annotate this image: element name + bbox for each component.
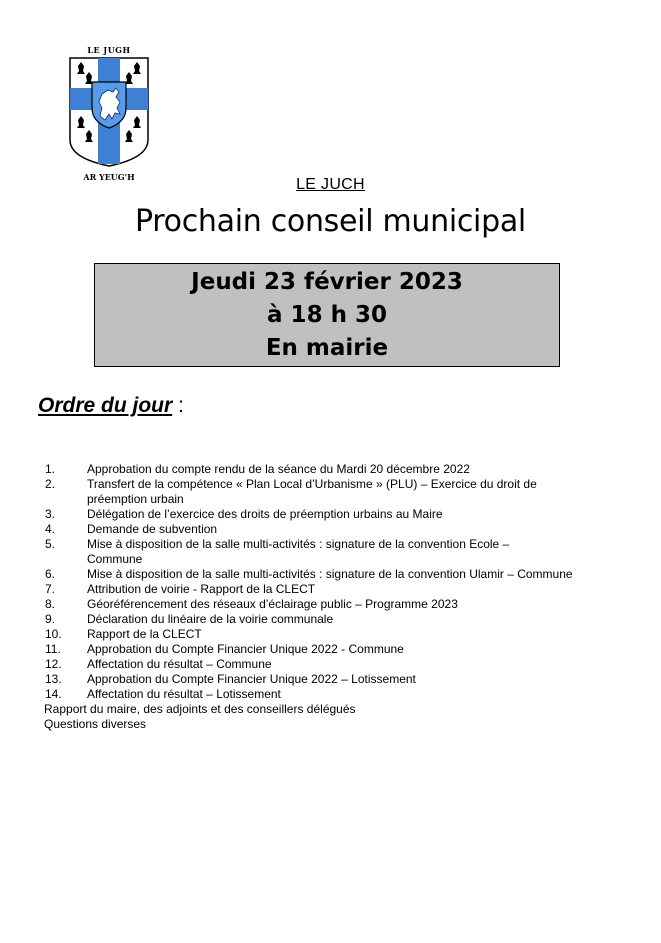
agenda-item-text: Rapport de la CLECT <box>87 627 202 641</box>
agenda-item <box>44 582 604 597</box>
agenda-item-text: Approbation du compte rendu de la séance du Mardi 20 décembre 2022 <box>87 462 470 476</box>
town-name-text: LE JUCH <box>296 176 365 193</box>
agenda-item-text: Mise à disposition de la salle multi-activités : signature de la convention Ecole – <box>87 537 510 551</box>
agenda-item-text: Affectation du résultat – Lotissement <box>87 687 281 701</box>
agenda-note-questions: Questions diverses <box>44 717 147 731</box>
agenda-item-number: 1. <box>45 462 56 476</box>
agenda-heading-colon: : <box>172 394 184 417</box>
agenda-item-text: Déclaration du linéaire de la voirie communale <box>87 612 334 626</box>
agenda-item-text: Approbation du Compte Financier Unique 2022 – Lotissement <box>87 672 416 686</box>
logo-top-text: LE JUGH <box>87 45 131 55</box>
agenda-item-number: 2. <box>45 477 56 491</box>
meeting-place: En mairie <box>265 334 389 361</box>
agenda-item-text: Attribution de voirie - Rapport de la CLECT <box>87 582 316 596</box>
agenda-item-text: Délégation de l’exercice des droits de préemption urbains au Maire <box>87 507 443 521</box>
agenda-item <box>44 627 604 642</box>
agenda-item-number: 3. <box>45 507 56 521</box>
agenda-list <box>44 462 604 732</box>
agenda-note-reports: Rapport du maire, des adjoints et des conseillers délégués <box>44 702 356 716</box>
agenda-item <box>44 672 604 687</box>
agenda-item-number: 9. <box>45 612 56 626</box>
agenda-item-text-continued: préemption urbain <box>87 492 184 506</box>
agenda-item <box>44 567 604 582</box>
agenda-item-text: Affectation du résultat – Commune <box>87 657 272 671</box>
agenda-item-number: 10. <box>45 627 62 641</box>
agenda-heading-text: Ordre du jour <box>38 394 173 417</box>
agenda-item-number: 12. <box>45 657 62 671</box>
agenda-item <box>44 642 604 657</box>
agenda-item-number: 8. <box>45 597 56 611</box>
agenda-item-number: 6. <box>45 567 56 581</box>
agenda-item <box>44 597 604 612</box>
meeting-info-box <box>94 263 560 367</box>
agenda-item-text: Transfert de la compétence « Plan Local d’Urbanisme » (PLU) – Exercice du droit de <box>87 477 537 491</box>
agenda-item-text: Géoréférencement des réseaux d’éclairage public – Programme 2023 <box>87 597 458 611</box>
page-title: Prochain conseil municipal <box>135 204 526 239</box>
agenda-item <box>44 462 604 477</box>
agenda-item-text: Approbation du Compte Financier Unique 2022 - Commune <box>87 642 404 656</box>
agenda-heading <box>38 394 184 418</box>
agenda-item <box>44 537 604 567</box>
town-coat-of-arms <box>66 42 152 182</box>
agenda-item-number: 5. <box>45 537 56 551</box>
agenda-item <box>44 477 604 507</box>
town-name <box>0 176 661 194</box>
meeting-time: à 18 h 30 <box>267 301 387 328</box>
agenda-item-number: 13. <box>45 672 62 686</box>
agenda-item <box>44 507 604 522</box>
agenda-item <box>44 612 604 627</box>
agenda-item-number: 14. <box>45 687 62 701</box>
logo-bottom-text: AR YEUG'H <box>83 172 135 182</box>
agenda-item-number: 4. <box>45 522 56 536</box>
agenda-item-text: Mise à disposition de la salle multi-activités : signature de la convention Ulamir – Commune <box>87 567 573 581</box>
agenda-item-number: 7. <box>45 582 56 596</box>
agenda-item <box>44 657 604 672</box>
agenda-item <box>44 522 604 537</box>
meeting-date: Jeudi 23 février 2023 <box>191 268 463 295</box>
agenda-item-text-continued: Commune <box>87 552 143 566</box>
agenda-item-text: Demande de subvention <box>87 522 218 536</box>
agenda-item-number: 11. <box>45 642 61 656</box>
agenda-item <box>44 687 604 702</box>
